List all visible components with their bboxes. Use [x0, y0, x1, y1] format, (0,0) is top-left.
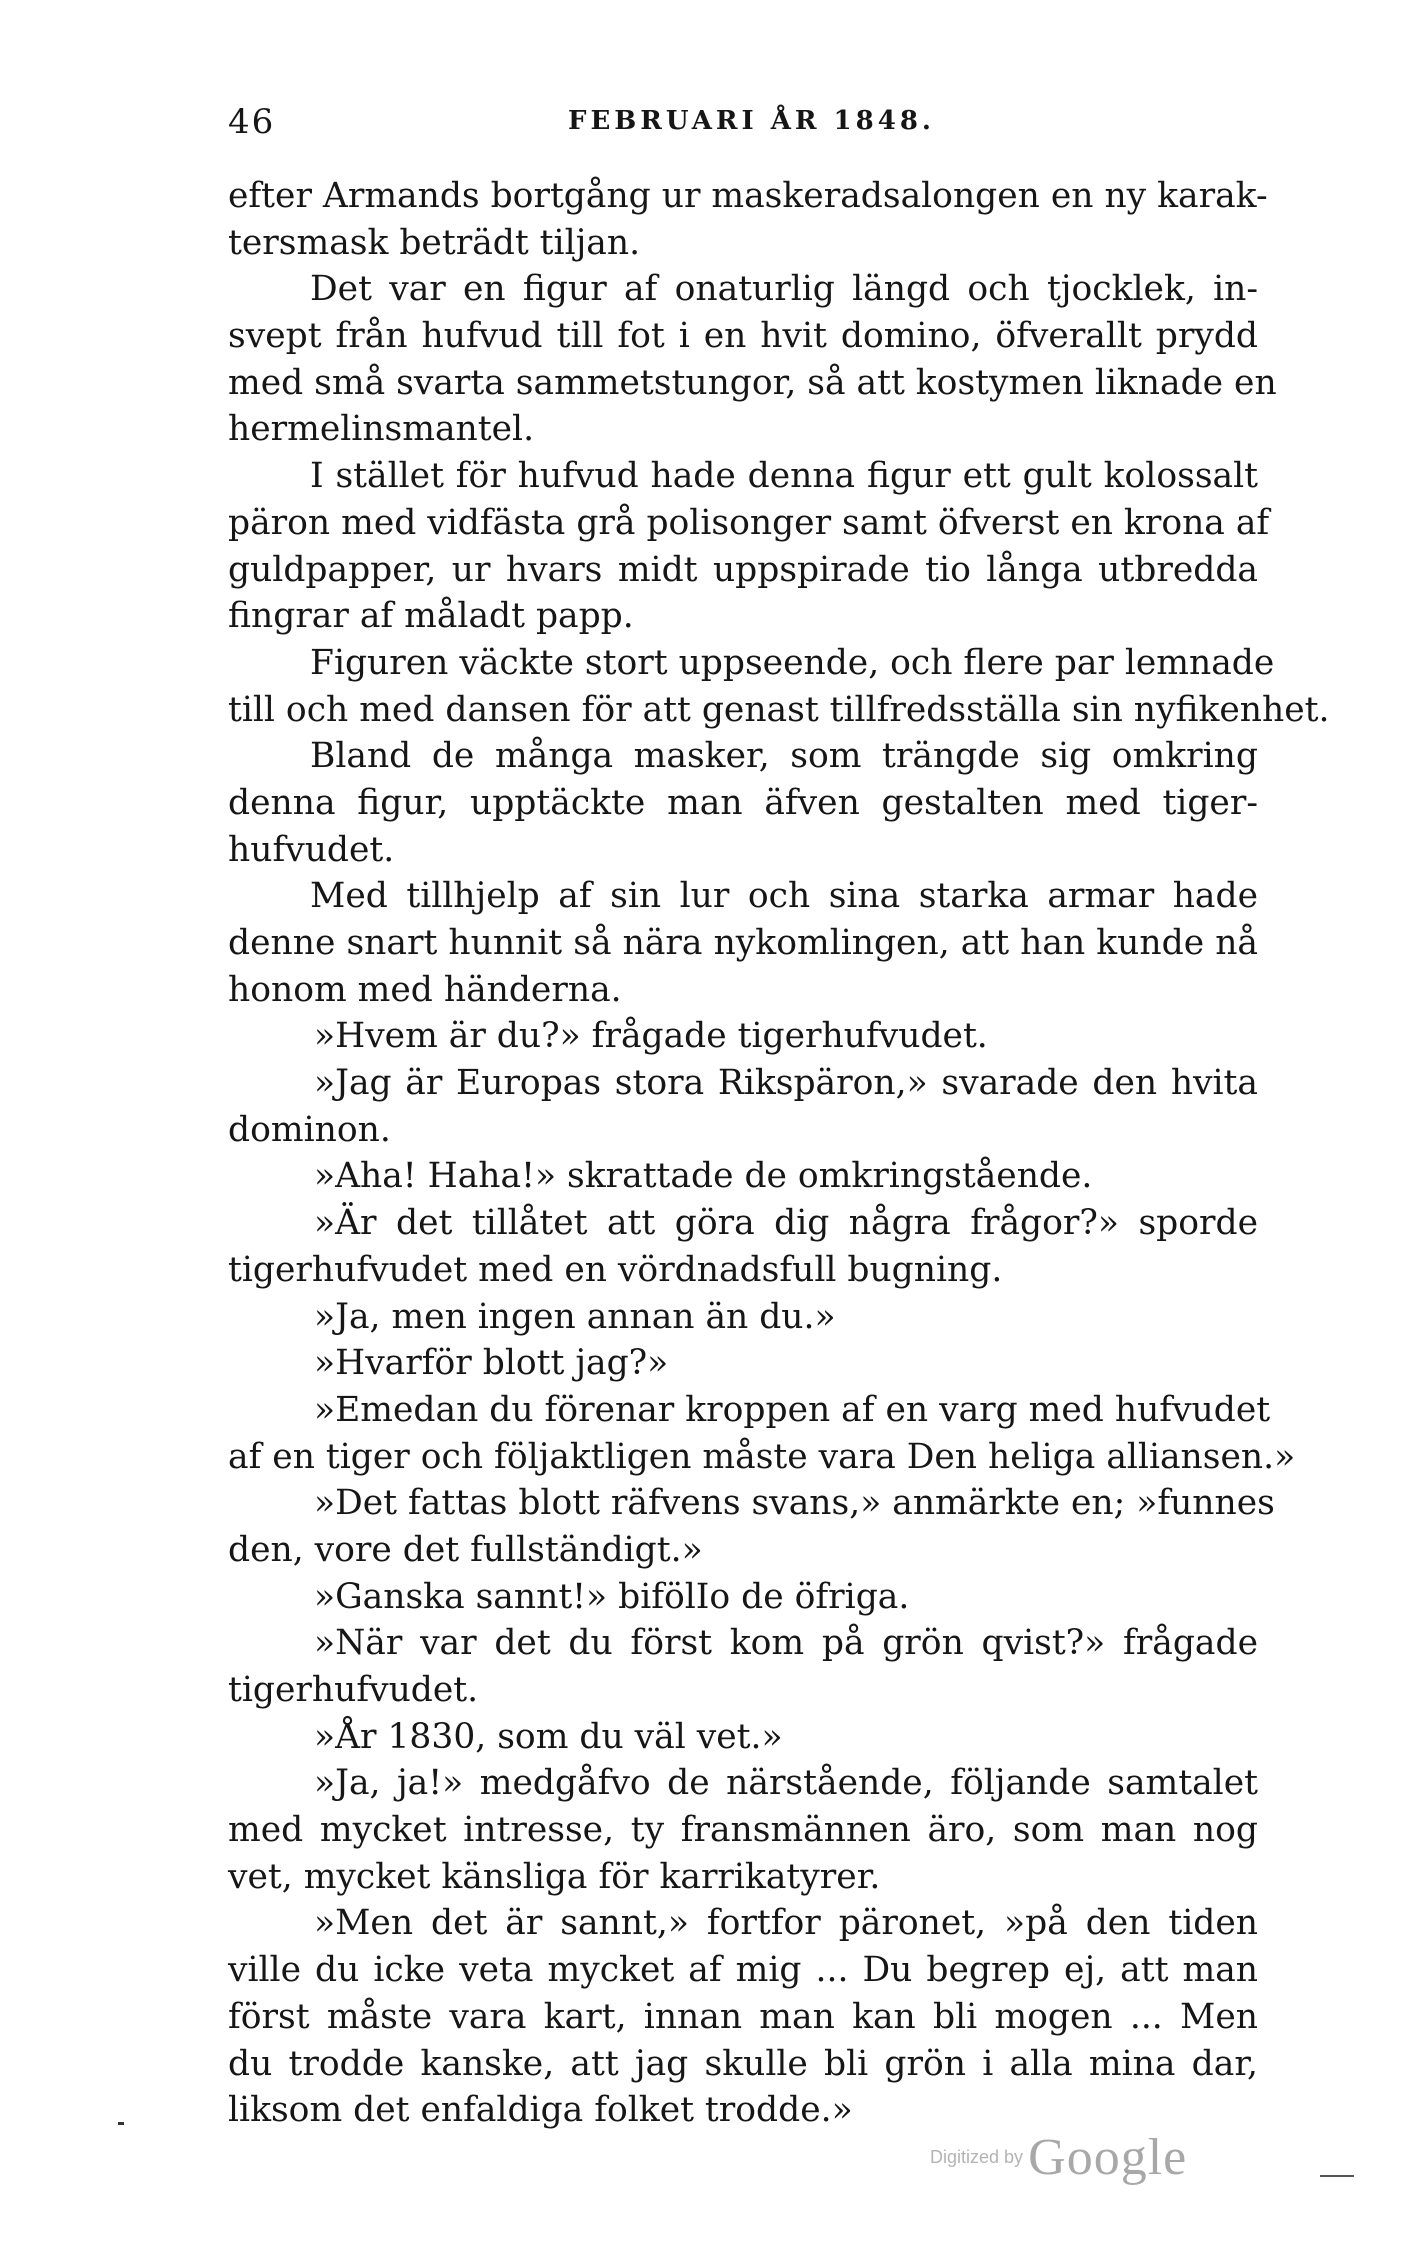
body-text — [228, 173, 1330, 2134]
text-line: Bland de många masker, som trängde sig omkring — [310, 736, 1258, 777]
text-line: tigerhufvudet. — [228, 1670, 479, 1710]
text-line: »När var det du först kom på grön qvist?» frågade — [314, 1623, 1258, 1664]
text-line: Figuren väckte stort uppseende, och flere par lemnade — [310, 642, 1275, 683]
text-line: efter Armands bortgång ur maskeradsalongen en ny karak- — [228, 176, 1268, 216]
text-line: päron med vidfästa grå polisonger samt öfverst en krona af — [228, 502, 1270, 543]
text-line: tigerhufvudet med en vördnadsfull bugning. — [228, 1249, 1003, 1290]
text-line: »Är det tillåtet att göra dig några frågor?» sporde — [314, 1203, 1258, 1244]
text-line: af en tiger och följaktligen måste vara Den heliga alliansen.» — [228, 1436, 1296, 1477]
text-line: ville du icke veta mycket af mig ... Du begrep ej, att man — [228, 1950, 1258, 1991]
text-line: »Det fattas blott räfvens svans,» anmärkte en; »funnes — [314, 1483, 1275, 1524]
google-logo: Google — [1028, 2129, 1188, 2186]
text-line: guldpapper, ur hvars midt uppspirade tio långa utbredda — [228, 549, 1258, 590]
text-line: till och med dansen för att genast tillfredsställa sin nyfikenhet. — [228, 689, 1330, 730]
text-line: du trodde kanske, att jag skulle bli grön i alla mina dar, — [228, 2043, 1258, 2084]
text-line: denna figur, upptäckte man äfven gestalten med tiger- — [228, 782, 1258, 823]
margin-mark — [1320, 2175, 1354, 2177]
running-title: FEBRUARI ÅR 1848. — [568, 106, 935, 136]
text-line: Med tillhjelp af sin lur och sina starka armar hade — [310, 876, 1258, 917]
text-line: »Ja, men ingen annan än du.» — [314, 1296, 836, 1337]
text-line: I stället för hufvud hade denna figur ett gult kolossalt — [310, 456, 1258, 497]
text-line: Det var en figur af onaturlig längd och tjocklek, in- — [310, 269, 1258, 310]
page-number: 46 — [228, 102, 276, 142]
text-line: »Aha! Haha!» skrattade de omkringstående. — [314, 1156, 1093, 1197]
text-line: »Ganska sannt!» bifölIo de öfriga. — [314, 1576, 910, 1617]
text-line: honom med händerna. — [228, 969, 622, 1010]
text-line: tersmask beträdt tiljan. — [228, 222, 641, 263]
text-line: fingrar af måladt papp. — [228, 596, 634, 637]
text-line: hufvudet. — [228, 829, 395, 870]
digitization-watermark — [930, 2128, 1187, 2187]
text-line: med mycket intresse, ty fransmännen äro, som man nog — [228, 1810, 1258, 1851]
text-line: vet, mycket känsliga för karrikatyrer. — [228, 1856, 881, 1897]
text-line: »Ja, ja!» medgåfvo de närstående, följande samtalet — [314, 1763, 1258, 1804]
watermark-prefix: Digitized by — [930, 2147, 1024, 2167]
text-line: dominon. — [228, 1109, 391, 1150]
text-line: »Jag är Europas stora Rikspäron,» svarade den hvita — [314, 1063, 1258, 1104]
text-line: »Men det är sannt,» fortfor päronet, »på den tiden — [314, 1903, 1258, 1944]
text-line: den, vore det fullständigt.» — [228, 1529, 703, 1570]
text-line: »Hvem är du?» frågade tigerhufvudet. — [314, 1016, 988, 1057]
page-header — [228, 102, 1258, 146]
text-line: »Hvarför blott jag?» — [314, 1343, 669, 1384]
text-line: denne snart hunnit så nära nykomlingen, att han kunde nå — [228, 923, 1258, 963]
text-line: »Emedan du förenar kroppen af en varg med hufvudet — [314, 1389, 1271, 1430]
text-line: liksom det enfaldiga folket trodde.» — [228, 2090, 853, 2131]
text-line: hermelinsmantel. — [228, 409, 535, 450]
margin-mark — [118, 2122, 124, 2125]
text-line: »År 1830, som du väl vet.» — [314, 1716, 783, 1757]
text-line: svept från hufvud till fot i en hvit domino, öfverallt prydd — [228, 316, 1258, 357]
text-line: först måste vara kart, innan man kan bli mogen ... Men — [228, 1996, 1258, 2037]
text-line: med små svarta sammetstungor, så att kostymen liknade en — [228, 362, 1277, 403]
